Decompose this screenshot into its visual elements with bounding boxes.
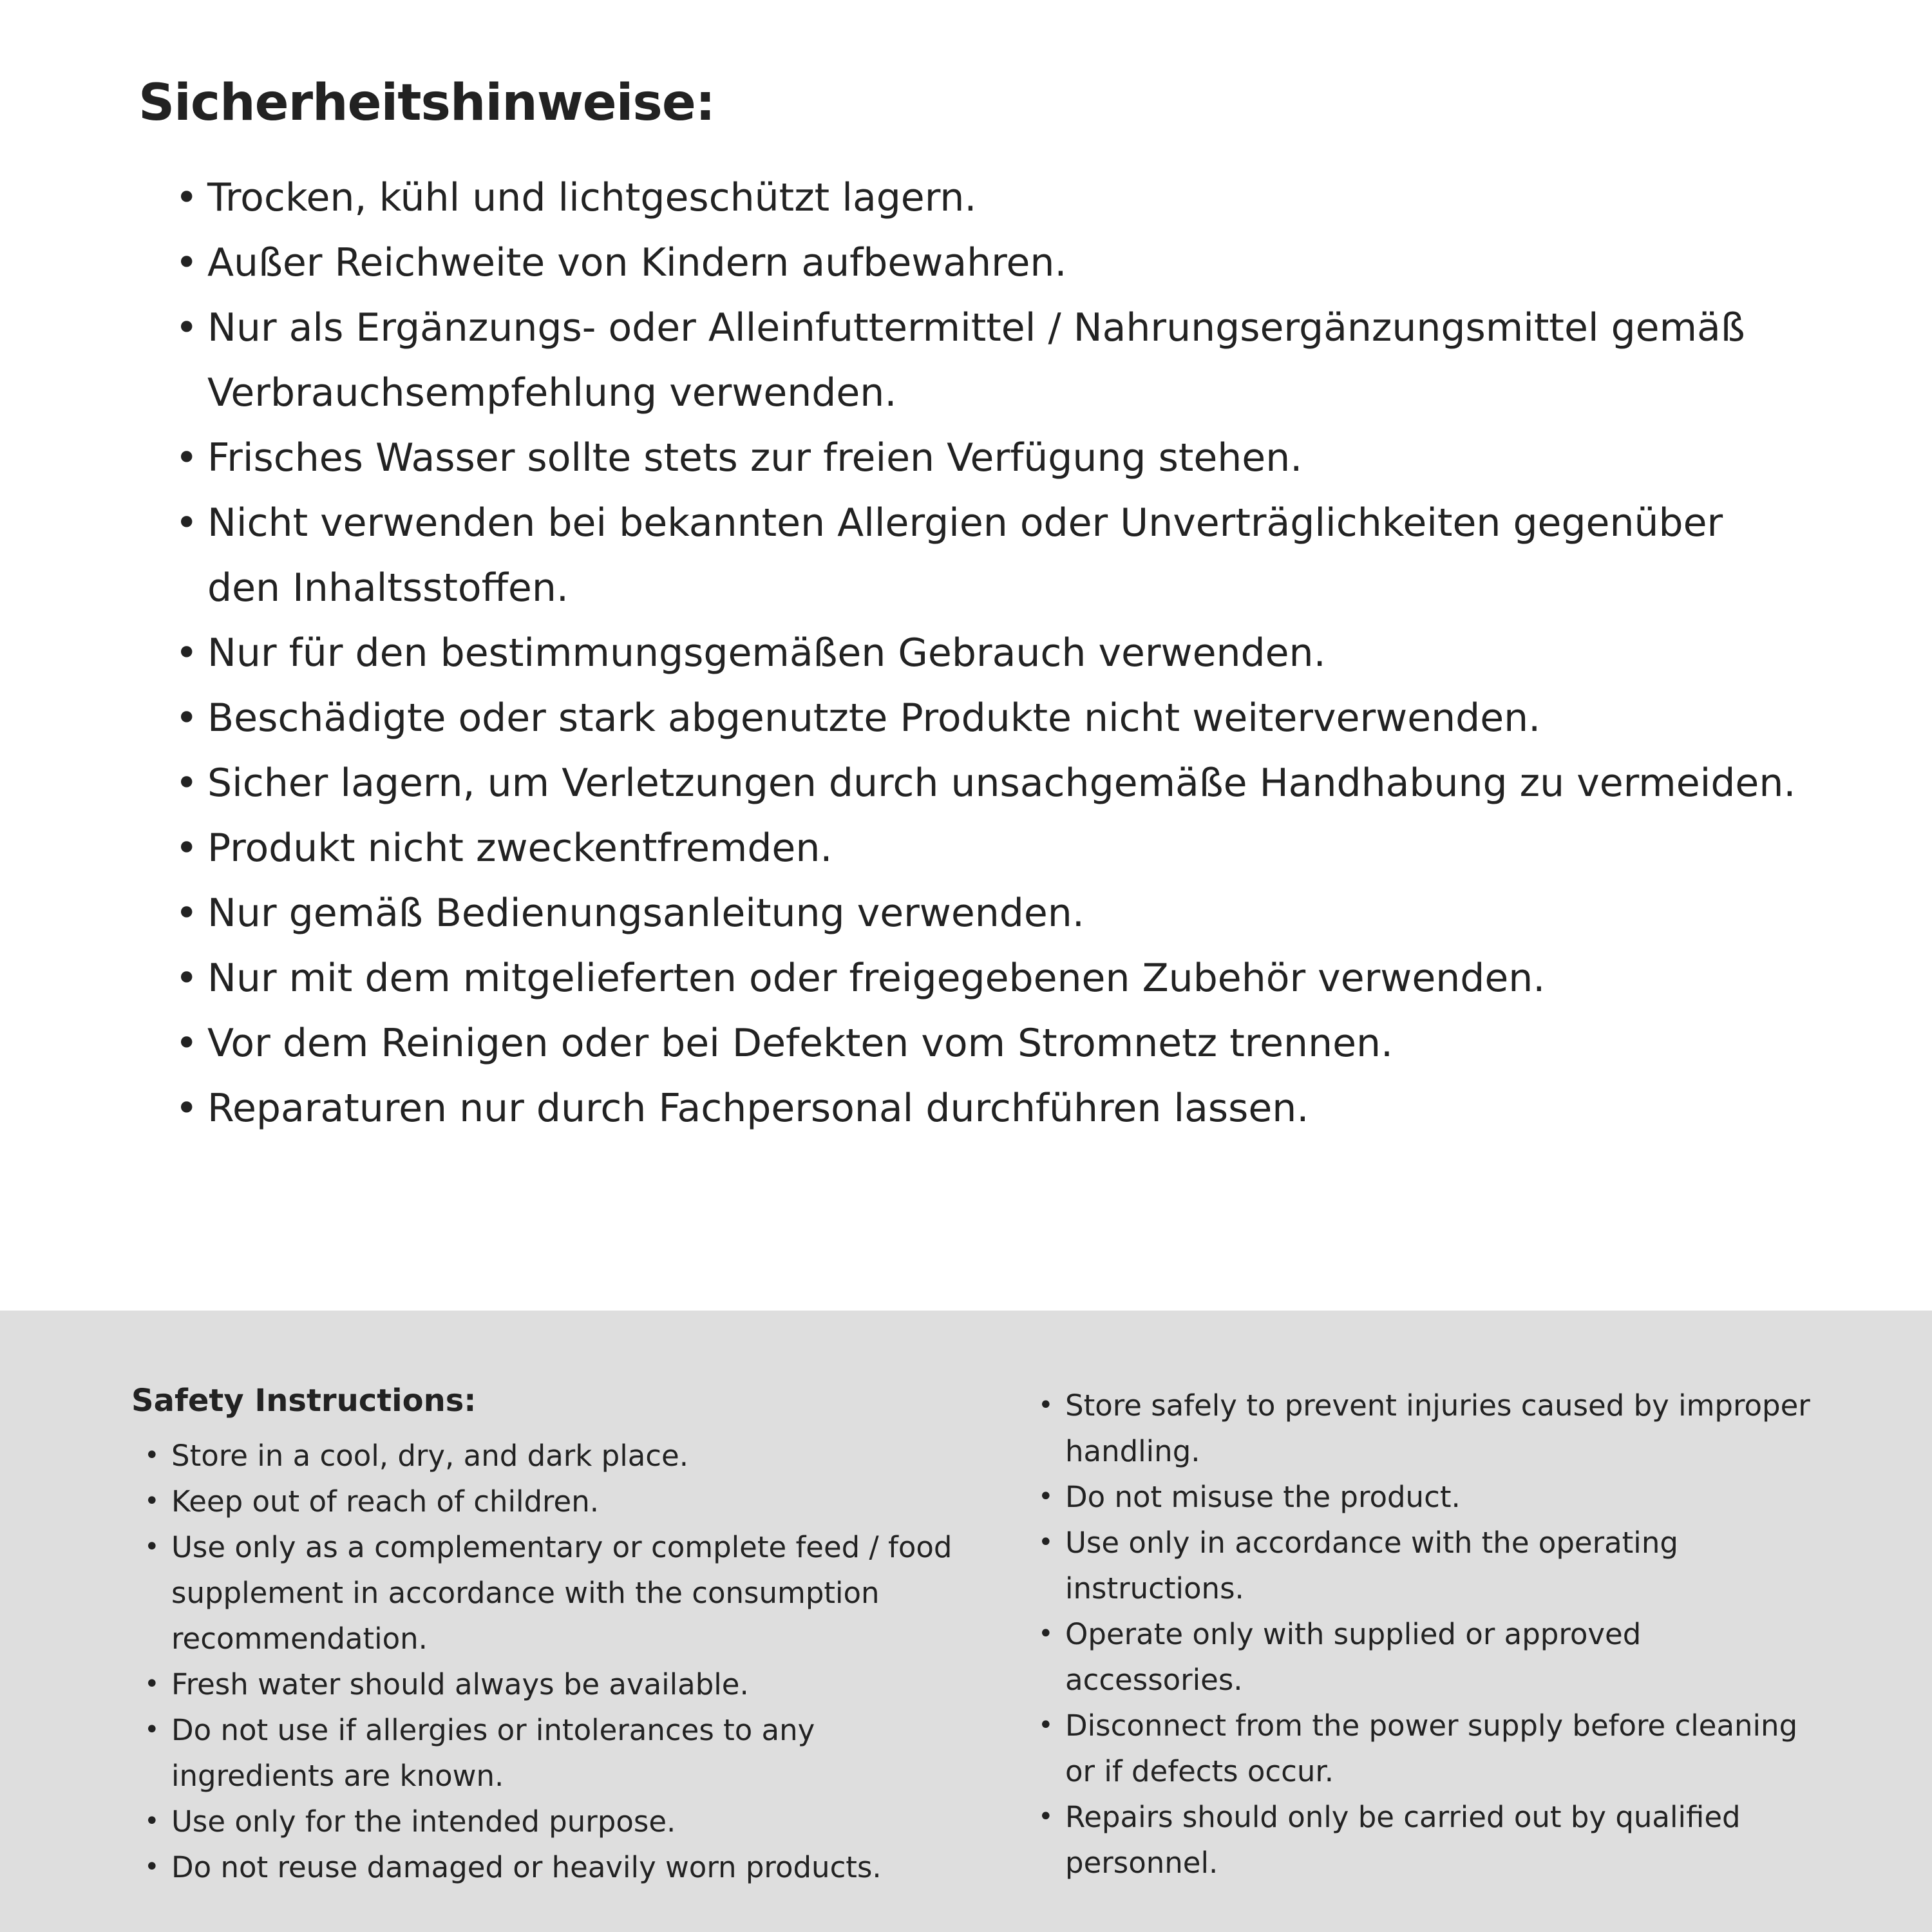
- german-heading: Sicherheitshinweise:: [138, 74, 715, 132]
- english-right-list: [1038, 1383, 1826, 1886]
- list-item: • Use only for the intended purpose.: [144, 1799, 975, 1844]
- list-item: • Nur mit dem mitgelieferten oder freigegebenen Zubehör verwenden.: [175, 946, 1803, 1011]
- list-item: • Repairs should only be carried out by qualified personnel.: [1038, 1794, 1826, 1886]
- list-item: • Fresh water should always be available.: [144, 1662, 975, 1707]
- list-item: • Nur für den bestimmungsgemäßen Gebrauch verwenden.: [175, 621, 1803, 686]
- list-item: • Do not use if allergies or intolerances to any ingredients are known.: [144, 1707, 975, 1799]
- list-item: • Operate only with supplied or approved accessories.: [1038, 1611, 1826, 1703]
- english-section: [0, 1311, 1932, 1932]
- list-item: • Store safely to prevent injuries caused by improper handling.: [1038, 1383, 1826, 1474]
- list-item: • Use only in accordance with the operating instructions.: [1038, 1520, 1826, 1611]
- list-item: • Do not reuse damaged or heavily worn products.: [144, 1844, 975, 1890]
- english-left-list: [131, 1433, 975, 1890]
- list-item: • Sicher lagern, um Verletzungen durch unsachgemäße Handhabung zu vermeiden.: [175, 751, 1803, 816]
- list-item: • Do not misuse the product.: [1038, 1474, 1826, 1520]
- list-item: • Frisches Wasser sollte stets zur freien Verfügung stehen.: [175, 426, 1803, 491]
- english-left-column: [131, 1383, 975, 1890]
- list-item: • Beschädigte oder stark abgenutzte Produkte nicht weiterverwenden.: [175, 686, 1803, 751]
- english-heading: Safety Instructions:: [131, 1383, 477, 1419]
- list-item: • Nur als Ergänzungs- oder Alleinfuttermittel / Nahrungsergänzungsmittel gemäß Verbrauchsempfehlung verwenden.: [175, 296, 1803, 426]
- list-item: • Vor dem Reinigen oder bei Defekten vom Stromnetz trennen.: [175, 1011, 1803, 1076]
- english-right-column: [1038, 1383, 1826, 1886]
- list-item: • Nur gemäß Bedienungsanleitung verwenden.: [175, 881, 1803, 946]
- list-item: • Keep out of reach of children.: [144, 1479, 975, 1524]
- list-item: • Produkt nicht zweckentfremden.: [175, 816, 1803, 881]
- list-item: • Use only as a complementary or complete feed / food supplement in accordance with the consumption recommendation.: [144, 1524, 975, 1662]
- list-item: • Reparaturen nur durch Fachpersonal durchführen lassen.: [175, 1076, 1803, 1141]
- list-item: • Nicht verwenden bei bekannten Allergien oder Unverträglichkeiten gegenüber den Inhaltsstoffen.: [175, 491, 1803, 621]
- list-item: • Trocken, kühl und lichtgeschützt lagern.: [175, 166, 1803, 231]
- list-item: • Store in a cool, dry, and dark place.: [144, 1433, 975, 1479]
- list-item: • Außer Reichweite von Kindern aufbewahren.: [175, 231, 1803, 296]
- german-safety-list: [138, 166, 1803, 1141]
- list-item: • Disconnect from the power supply before cleaning or if defects occur.: [1038, 1703, 1826, 1794]
